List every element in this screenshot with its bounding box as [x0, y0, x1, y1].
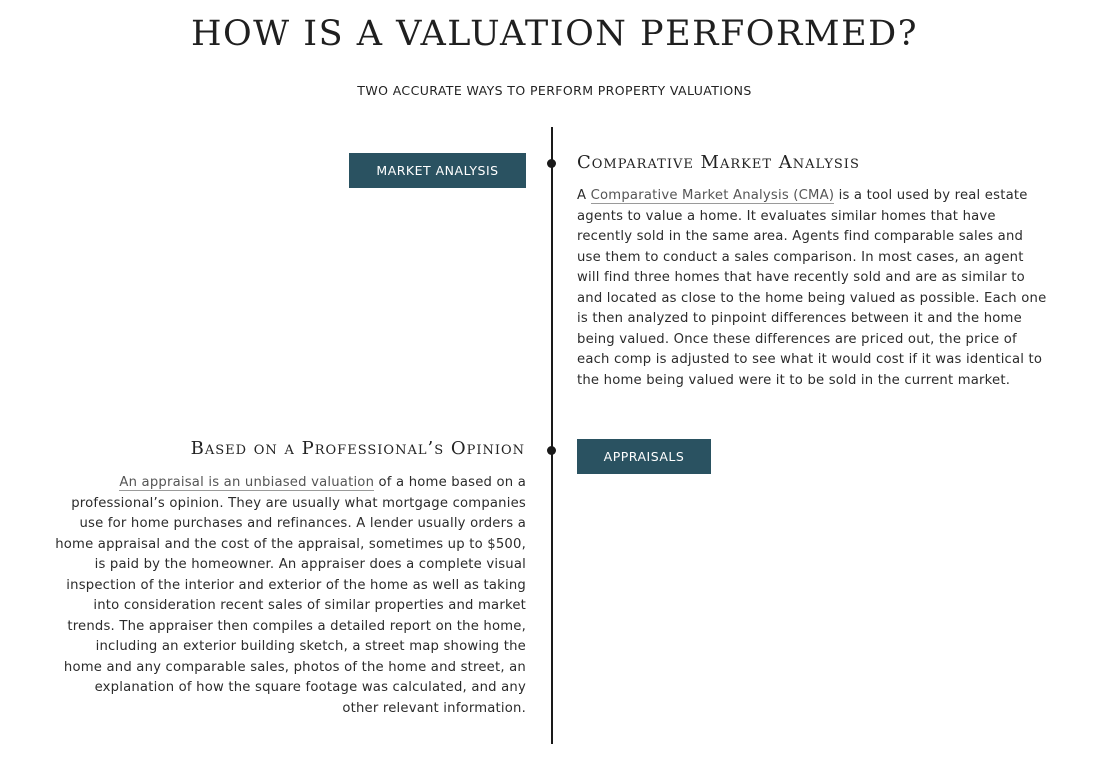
appraisal-text-body: of a home based on a professional’s opinion. They are usually what mortgage companies use for home purchases and refinances. A lender usually orders a home appraisal and the cost of the appraisal, sometimes up to $500, is paid by the homeowner. An appraiser does a complete visual inspection of the interior and exterior of the home as well as taking into consideration recent sales of similar properties and market trends. The appraiser then compiles a detailed report on the home, including an exterior building sketch, a street map showing the home and any comparable sales, photos of the home and street, an explanation of how the square footage was calculated, and any other relevant information.	[55, 475, 526, 716]
page-subtitle: TWO ACCURATE WAYS TO PERFORM PROPERTY VALUATIONS	[357, 83, 752, 98]
timeline-line	[551, 127, 553, 744]
cma-text-prefix: A	[577, 188, 591, 203]
appraisal-description	[55, 473, 526, 719]
timeline-dot	[547, 446, 556, 455]
professional-opinion-heading: Based on a Professional’s Opinion	[190, 438, 525, 459]
cma-text-body: is a tool used by real estate agents to value a home. It evaluates similar homes that have recently sold in the same area. Agents find comparable sales and use them to conduct a sales comparison. In most cases, an agent will find three homes that have recently sold and are as similar to and located as close to the home being valued as possible. Each one is then analyzed to pinpoint differences between it and the home being valued. Once these differences are priced out, the price of each comp is adjusted to see what it would cost if it was identical to the home being valued were it to be sold in the current market.	[577, 188, 1047, 388]
market-analysis-button[interactable]: MARKET ANALYSIS	[349, 153, 526, 188]
timeline-dot	[547, 159, 556, 168]
cma-link[interactable]: Comparative Market Analysis (CMA)	[590, 188, 835, 203]
appraisal-link[interactable]: An appraisal is an unbiased valuation	[119, 475, 375, 490]
appraisals-button[interactable]: APPRAISALS	[577, 439, 711, 474]
cma-description	[577, 186, 1049, 391]
cma-heading: Comparative Market Analysis	[577, 152, 860, 173]
page-title: HOW IS A VALUATION PERFORMED?	[190, 14, 919, 54]
